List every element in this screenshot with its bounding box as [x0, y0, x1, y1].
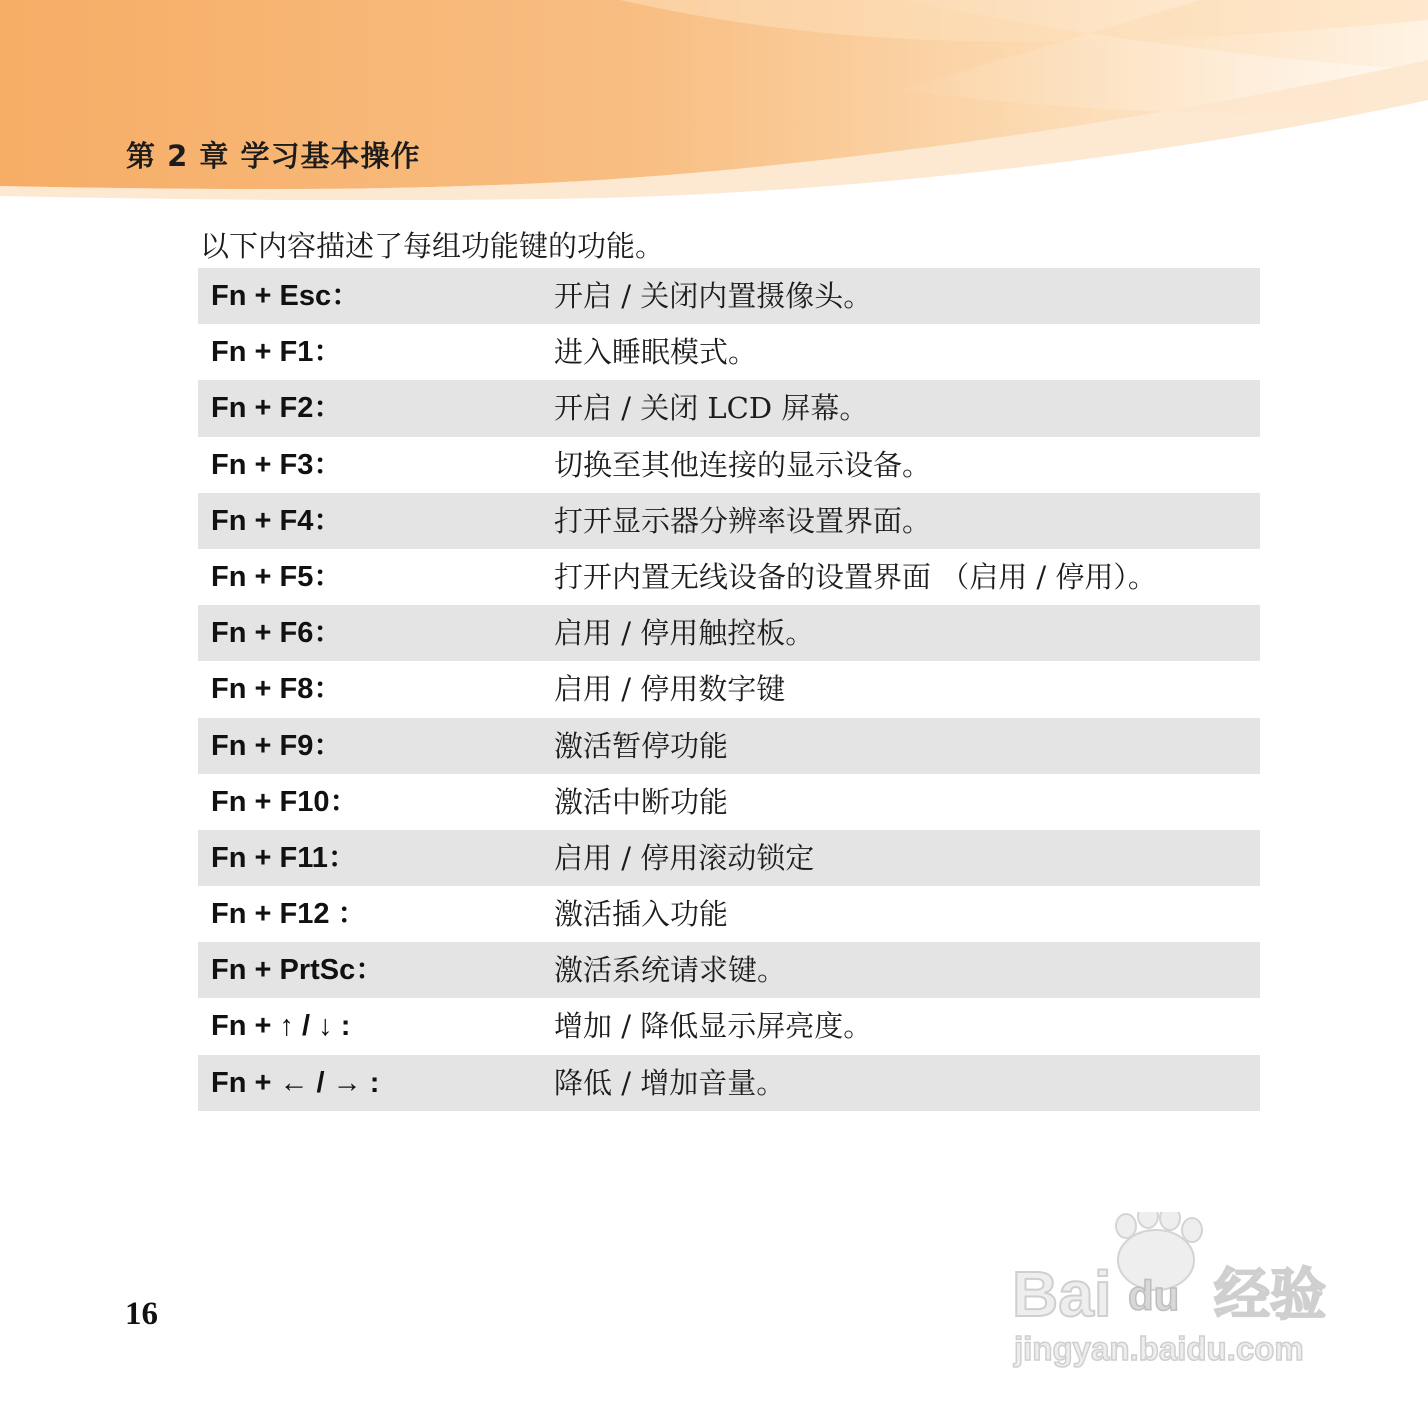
- baidu-jingyan-watermark: [1008, 1212, 1348, 1382]
- key-description: 激活中断功能: [554, 784, 729, 819]
- key-combo: Fn + PrtSc：: [211, 954, 385, 987]
- table-row: [198, 493, 1260, 549]
- key-combo: Fn + F6：: [211, 617, 343, 650]
- table-row: [198, 830, 1260, 886]
- key-description: 开启 / 关闭内置摄像头。: [554, 279, 873, 313]
- key-combo: Fn + F5：: [211, 560, 343, 593]
- table-row: [198, 605, 1260, 661]
- key-description: 进入睡眠模式。: [554, 335, 758, 370]
- table-row: [198, 1055, 1260, 1111]
- key-combo: Fn + F10：: [211, 785, 359, 818]
- key-combo: Fn + F11：: [211, 841, 357, 874]
- key-description: 打开内置无线设备的设置界面 （启用 / 停用）。: [554, 559, 1157, 594]
- table-row: [198, 661, 1260, 717]
- key-combo: Fn + F4：: [211, 504, 343, 537]
- table-row: [198, 998, 1260, 1054]
- intro-text: 以下内容描述了每组功能键的功能。: [200, 229, 665, 263]
- key-description: 降低 / 增加音量。: [554, 1065, 786, 1100]
- key-description: 启用 / 停用滚动锁定: [554, 840, 815, 875]
- key-combo: Fn + ↑ / ↓ :: [211, 1010, 351, 1043]
- table-row: [198, 437, 1260, 493]
- key-combo: Fn + Esc：: [211, 280, 361, 312]
- key-description: 激活暂停功能: [554, 728, 729, 763]
- key-description: 启用 / 停用触控板。: [554, 616, 815, 651]
- table-row: [198, 942, 1260, 998]
- key-description: 激活系统请求键。: [554, 953, 787, 988]
- key-combo: Fn + F9：: [211, 729, 343, 762]
- key-combo: Fn + F8：: [211, 673, 343, 706]
- key-description: 启用 / 停用数字键: [554, 672, 786, 707]
- watermark-url: jingyan.baidu.com: [1014, 1330, 1304, 1367]
- chapter-title: 第 2 章 学习基本操作: [126, 139, 421, 173]
- watermark-brand-tail: du: [1128, 1272, 1180, 1319]
- table-row: [198, 324, 1260, 380]
- watermark-product: 经验: [1214, 1263, 1326, 1328]
- page-number: 16: [125, 1296, 158, 1332]
- table-row: [198, 268, 1260, 324]
- table-row: [198, 718, 1260, 774]
- table-row: [198, 886, 1260, 942]
- key-combo: Fn + F3：: [211, 448, 343, 481]
- table-row: [198, 380, 1260, 436]
- key-description: 开启 / 关闭 LCD 屏幕。: [554, 391, 869, 426]
- key-combo: Fn + F2：: [211, 392, 343, 425]
- table-row: [198, 549, 1260, 605]
- key-description: 增加 / 降低显示屏亮度。: [554, 1009, 873, 1044]
- key-combo: Fn + F1：: [211, 336, 343, 369]
- key-combo: Fn + ← / → :: [211, 1066, 380, 1099]
- table-row: [198, 774, 1260, 830]
- key-description: 激活插入功能: [554, 897, 729, 932]
- key-description: 切换至其他连接的显示设备。: [554, 447, 932, 482]
- key-combo: Fn + F12 ：: [211, 898, 367, 931]
- key-description: 打开显示器分辨率设置界面。: [554, 503, 932, 538]
- function-key-table: [198, 268, 1260, 1111]
- watermark-brand: Bai: [1012, 1258, 1112, 1330]
